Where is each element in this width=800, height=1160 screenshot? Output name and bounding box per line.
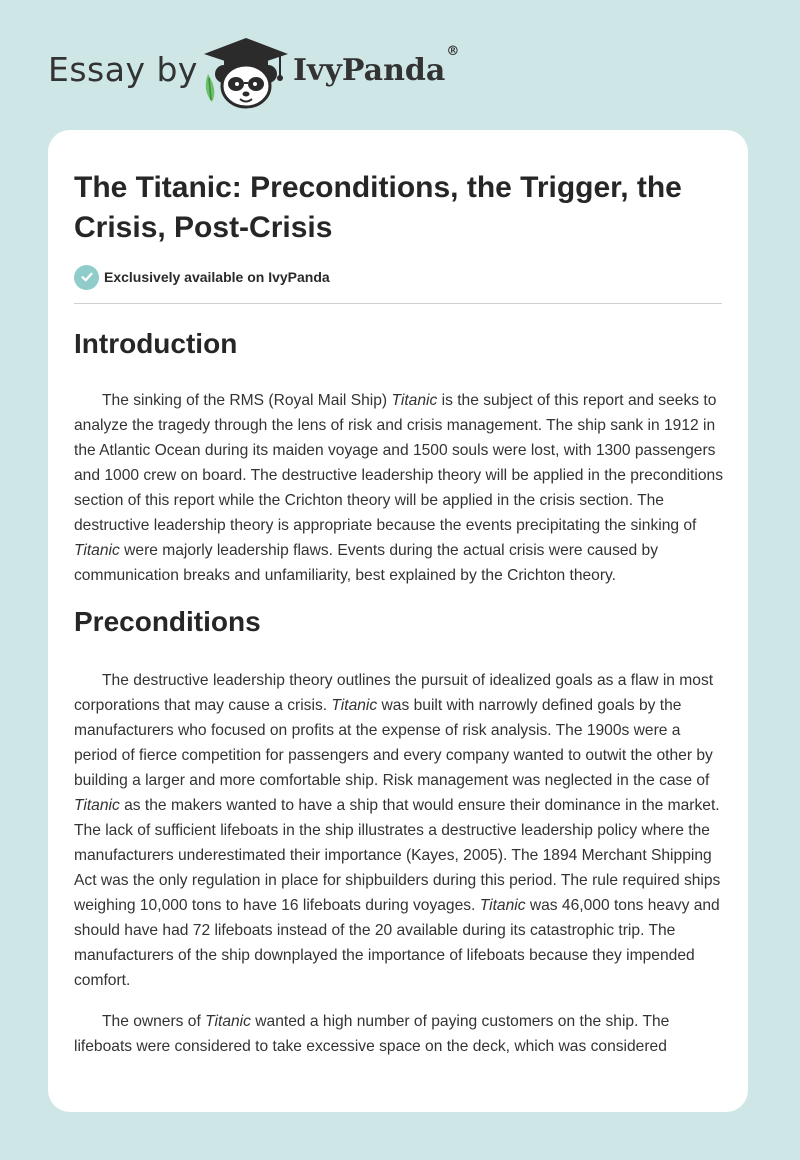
italic-ship-name: Titanic xyxy=(331,697,378,714)
text-run: is the subject of this report and seeks to analyze the tragedy through the lens of risk and crisis management. The ship sank in 1912 in the Atlantic Ocean during its maiden voyage and 1500 souls were lost, with 1300 passengers and 1000 crew on board. The destructive leadership theory will be applied in the preconditions section of this report while the Crichton theory will be applied in the crisis section. The destructive leadership theory is appropriate because the events precipitating the sinking of xyxy=(74,392,723,534)
text-run: was 46,000 tons heavy and should have had 72 lifeboats instead of the 20 available during its catastrophic trip. The manufacturers of the ship downplayed the importance of lifeboats because they impended comfort. xyxy=(74,897,720,989)
section-heading-preconditions: Preconditions xyxy=(74,606,261,637)
italic-ship-name: Titanic xyxy=(74,797,120,814)
article-title: The Titanic: Preconditions, the Trigger, the Crisis, Post-Crisis xyxy=(74,171,682,244)
italic-ship-name: Titanic xyxy=(205,1013,251,1030)
section-heading-introduction: Introduction xyxy=(74,328,238,359)
brand-label: IvyPanda xyxy=(293,53,446,88)
italic-ship-name: Titanic xyxy=(479,897,526,914)
article-body xyxy=(74,320,724,1059)
exclusive-label: Exclusively available on IvyPanda xyxy=(104,269,330,285)
paragraph xyxy=(74,1009,724,1059)
text-run: wanted a high number of paying customers on the ship. The lifeboats were considered to take excessive space on the deck, which was considered xyxy=(74,1013,670,1055)
text-run: was built with narrowly defined goals by the manufacturers who focused on profits at the expense of risk analysis. The 1900s were a period of fierce competition for passengers and every company wanted to outwit the other by building a larger and more comfortable ship. Risk management was neglected in the case of xyxy=(74,697,713,789)
panda-graduate-icon[interactable] xyxy=(200,34,292,115)
check-icon xyxy=(74,265,99,290)
registered-mark: ® xyxy=(446,44,460,59)
italic-ship-name: Titanic xyxy=(391,392,438,409)
text-run: The owners of xyxy=(102,1013,206,1030)
paragraph xyxy=(74,668,724,993)
paragraph xyxy=(74,388,724,588)
site-header xyxy=(0,0,800,130)
text-run: were majorly leadership flaws. Events during the actual crisis were caused by communication breaks and unfamiliarity, best explained by the Crichton theory. xyxy=(74,542,659,584)
essay-by-label: Essay by xyxy=(48,50,198,89)
text-run: The destructive leadership theory outlines the pursuit of idealized goals as a flaw in most corporations that may cause a crisis. xyxy=(74,672,714,714)
article-card xyxy=(48,130,748,1112)
text-run: The sinking of the RMS (Royal Mail Ship) xyxy=(102,392,392,409)
divider xyxy=(74,303,722,304)
italic-ship-name: Titanic xyxy=(74,542,120,559)
text-run: as the makers wanted to have a ship that would ensure their dominance in the market. The lack of sufficient lifeboats in the ship illustrates a destructive leadership policy where the manufacturers underestimated their importance (Kayes, 2005). The 1894 Merchant Shipping Act was the only regulation in place for shipbuilders during this period. The rule required ships weighing 10,000 tons to have 16 lifeboats during voyages. xyxy=(74,797,721,914)
brand-name[interactable] xyxy=(293,44,460,88)
exclusive-badge xyxy=(74,264,330,290)
